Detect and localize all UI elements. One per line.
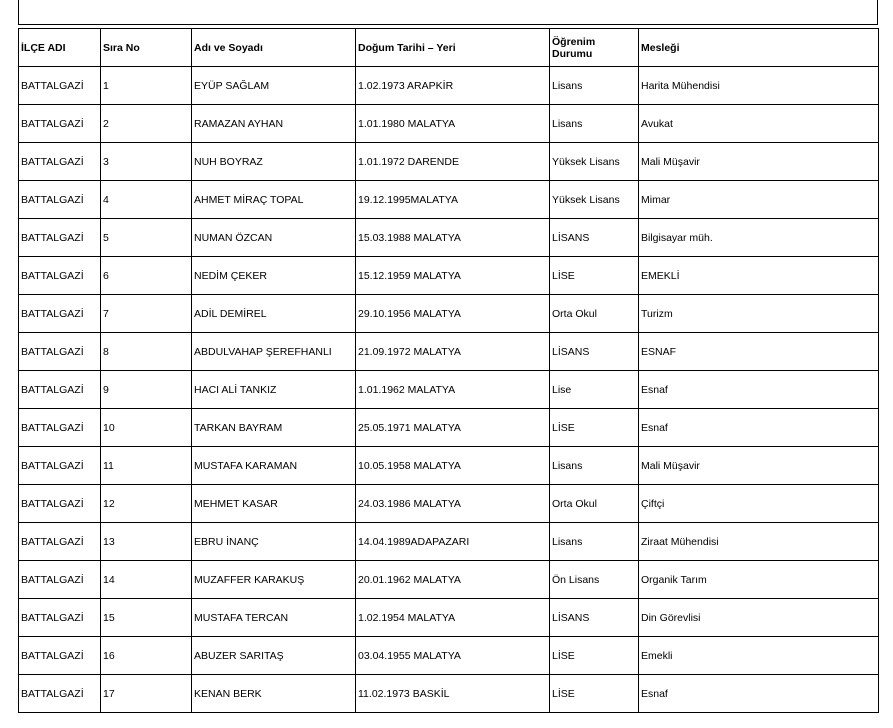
cell-meslek: Esnaf	[639, 409, 879, 447]
cell-ad-soyad: MUSTAFA KARAMAN	[192, 447, 356, 485]
cell-meslek: EMEKLİ	[639, 257, 879, 295]
cell-ilce: BATTALGAZİ	[19, 257, 101, 295]
cell-ad-soyad: NEDİM ÇEKER	[192, 257, 356, 295]
table-row	[19, 485, 879, 523]
cell-sira: 11	[101, 447, 192, 485]
table-row	[19, 637, 879, 675]
cell-sira: 10	[101, 409, 192, 447]
cell-sira: 3	[101, 143, 192, 181]
cell-sira: 12	[101, 485, 192, 523]
cell-ogrenim: Yüksek Lisans	[550, 143, 639, 181]
cell-ilce: BATTALGAZİ	[19, 561, 101, 599]
header-ad: Adı ve Soyadı	[192, 29, 356, 67]
table-row	[19, 105, 879, 143]
header-sira: Sıra No	[101, 29, 192, 67]
cell-ad-soyad: ADİL DEMİREL	[192, 295, 356, 333]
cell-meslek: Çiftçi	[639, 485, 879, 523]
cell-sira: 4	[101, 181, 192, 219]
table-row	[19, 371, 879, 409]
cell-ilce: BATTALGAZİ	[19, 295, 101, 333]
cell-sira: 5	[101, 219, 192, 257]
header-ilce: İLÇE ADI	[19, 29, 101, 67]
table-row	[19, 143, 879, 181]
cell-ilce: BATTALGAZİ	[19, 181, 101, 219]
table-row	[19, 523, 879, 561]
cell-ilce: BATTALGAZİ	[19, 105, 101, 143]
cell-ogrenim: LİSE	[550, 409, 639, 447]
cell-meslek: Avukat	[639, 105, 879, 143]
cell-meslek: Ziraat Mühendisi	[639, 523, 879, 561]
cell-dogum: 1.01.1962 MALATYA	[356, 371, 550, 409]
cell-ad-soyad: ABUZER SARITAŞ	[192, 637, 356, 675]
cell-dogum: 24.03.1986 MALATYA	[356, 485, 550, 523]
cell-ilce: BATTALGAZİ	[19, 409, 101, 447]
cell-ad-soyad: RAMAZAN AYHAN	[192, 105, 356, 143]
cell-ad-soyad: HACI ALİ TANKIZ	[192, 371, 356, 409]
cell-dogum: 11.02.1973 BASKİL	[356, 675, 550, 713]
cell-ad-soyad: KENAN BERK	[192, 675, 356, 713]
table-row	[19, 295, 879, 333]
cell-dogum: 1.01.1972 DARENDE	[356, 143, 550, 181]
cell-meslek: Din Görevlisi	[639, 599, 879, 637]
table-row	[19, 447, 879, 485]
cell-ogrenim: Orta Okul	[550, 295, 639, 333]
cell-sira: 7	[101, 295, 192, 333]
cell-sira: 16	[101, 637, 192, 675]
cell-dogum: 10.05.1958 MALATYA	[356, 447, 550, 485]
cell-dogum: 1.02.1973 ARAPKİR	[356, 67, 550, 105]
cell-sira: 17	[101, 675, 192, 713]
cell-ad-soyad: NUH BOYRAZ	[192, 143, 356, 181]
cell-sira: 14	[101, 561, 192, 599]
cell-sira: 1	[101, 67, 192, 105]
cell-dogum: 1.01.1980 MALATYA	[356, 105, 550, 143]
cell-dogum: 15.12.1959 MALATYA	[356, 257, 550, 295]
cell-meslek: Esnaf	[639, 675, 879, 713]
cell-ogrenim: Orta Okul	[550, 485, 639, 523]
cell-ogrenim: LİSANS	[550, 219, 639, 257]
cell-ogrenim: Lisans	[550, 105, 639, 143]
table-row	[19, 181, 879, 219]
cell-ad-soyad: EYÜP SAĞLAM	[192, 67, 356, 105]
cell-ogrenim: LİSE	[550, 637, 639, 675]
cell-dogum: 1.02.1954 MALATYA	[356, 599, 550, 637]
cell-meslek: Mali Müşavir	[639, 447, 879, 485]
cell-meslek: Emekli	[639, 637, 879, 675]
cell-meslek: Harita Mühendisi	[639, 67, 879, 105]
cell-meslek: Mimar	[639, 181, 879, 219]
header-dogum: Doğum Tarihi – Yeri	[356, 29, 550, 67]
cell-ogrenim: Yüksek Lisans	[550, 181, 639, 219]
header-meslek: Mesleği	[639, 29, 879, 67]
cell-ad-soyad: MUSTAFA TERCAN	[192, 599, 356, 637]
cell-sira: 2	[101, 105, 192, 143]
candidate-table	[18, 28, 879, 713]
table-row	[19, 599, 879, 637]
cell-ilce: BATTALGAZİ	[19, 523, 101, 561]
table-row	[19, 257, 879, 295]
table-row	[19, 67, 879, 105]
cell-ilce: BATTALGAZİ	[19, 675, 101, 713]
cell-meslek: Organik Tarım	[639, 561, 879, 599]
cell-ad-soyad: NUMAN ÖZCAN	[192, 219, 356, 257]
table-row	[19, 675, 879, 713]
table-row	[19, 409, 879, 447]
cell-dogum: 19.12.1995MALATYA	[356, 181, 550, 219]
cell-dogum: 14.04.1989ADAPAZARI	[356, 523, 550, 561]
cell-ilce: BATTALGAZİ	[19, 219, 101, 257]
cell-sira: 6	[101, 257, 192, 295]
cell-dogum: 20.01.1962 MALATYA	[356, 561, 550, 599]
cell-ogrenim: Lisans	[550, 67, 639, 105]
cell-ilce: BATTALGAZİ	[19, 67, 101, 105]
cell-meslek: ESNAF	[639, 333, 879, 371]
table-row	[19, 333, 879, 371]
cell-ilce: BATTALGAZİ	[19, 485, 101, 523]
cell-dogum: 03.04.1955 MALATYA	[356, 637, 550, 675]
cell-ilce: BATTALGAZİ	[19, 599, 101, 637]
cell-sira: 15	[101, 599, 192, 637]
cell-ogrenim: LİSE	[550, 675, 639, 713]
cell-ogrenim: LİSANS	[550, 599, 639, 637]
cell-sira: 8	[101, 333, 192, 371]
cell-sira: 13	[101, 523, 192, 561]
cell-meslek: Esnaf	[639, 371, 879, 409]
cell-ad-soyad: EBRU İNANÇ	[192, 523, 356, 561]
cell-meslek: Mali Müşavir	[639, 143, 879, 181]
cell-ad-soyad: AHMET MİRAÇ TOPAL	[192, 181, 356, 219]
cell-ogrenim: Lisans	[550, 523, 639, 561]
table-row	[19, 561, 879, 599]
cell-ogrenim: LİSE	[550, 257, 639, 295]
cell-ilce: BATTALGAZİ	[19, 371, 101, 409]
table-row	[19, 219, 879, 257]
cell-ad-soyad: ABDULVAHAP ŞEREFHANLI	[192, 333, 356, 371]
cell-ad-soyad: MEHMET KASAR	[192, 485, 356, 523]
cell-ad-soyad: TARKAN BAYRAM	[192, 409, 356, 447]
header-ogrenim: Öğrenim Durumu	[550, 29, 639, 67]
cell-ogrenim: Ön Lisans	[550, 561, 639, 599]
cell-dogum: 29.10.1956 MALATYA	[356, 295, 550, 333]
cell-ad-soyad: MUZAFFER KARAKUŞ	[192, 561, 356, 599]
cell-meslek: Bilgisayar müh.	[639, 219, 879, 257]
cell-ilce: BATTALGAZİ	[19, 143, 101, 181]
cell-ogrenim: Lise	[550, 371, 639, 409]
cell-ogrenim: Lisans	[550, 447, 639, 485]
cell-meslek: Turizm	[639, 295, 879, 333]
cell-dogum: 15.03.1988 MALATYA	[356, 219, 550, 257]
cell-ilce: BATTALGAZİ	[19, 333, 101, 371]
cell-dogum: 25.05.1971 MALATYA	[356, 409, 550, 447]
cell-sira: 9	[101, 371, 192, 409]
previous-page-table-edge	[18, 0, 878, 25]
cell-ilce: BATTALGAZİ	[19, 637, 101, 675]
cell-ilce: BATTALGAZİ	[19, 447, 101, 485]
cell-dogum: 21.09.1972 MALATYA	[356, 333, 550, 371]
cell-ogrenim: LİSANS	[550, 333, 639, 371]
table-header-row	[19, 29, 879, 67]
